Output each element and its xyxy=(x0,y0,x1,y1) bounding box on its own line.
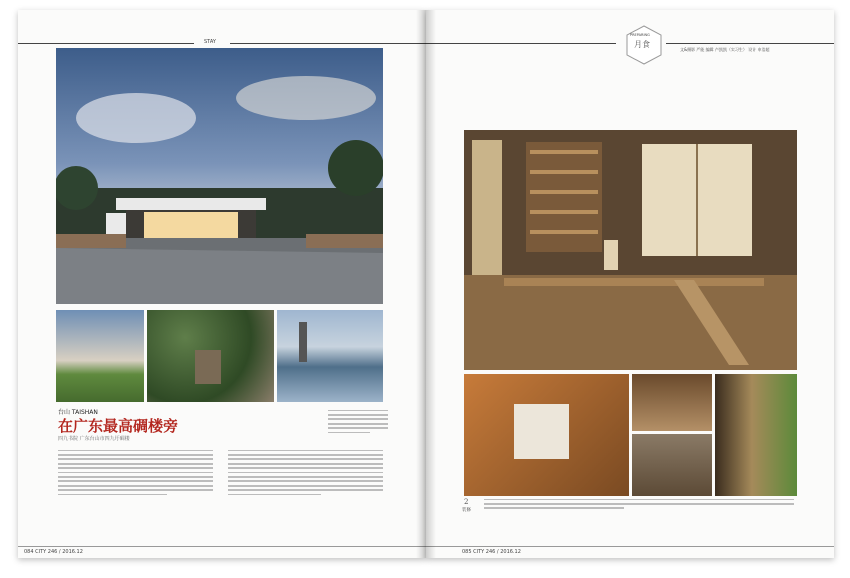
header-rule-right xyxy=(230,43,426,44)
body-column-2 xyxy=(228,447,383,498)
header-rule-right-end xyxy=(666,43,834,44)
wood-frame-photo xyxy=(632,374,712,431)
caption-text xyxy=(484,496,794,512)
section-en: PREPARING xyxy=(630,33,650,37)
hero-house-illustration xyxy=(56,48,383,304)
spine-shadow xyxy=(416,10,436,558)
garden-doorway-photo xyxy=(715,374,797,496)
header-tag: STAY xyxy=(204,39,216,45)
header-rule-left xyxy=(18,43,194,44)
left-footer: 084 CITY 246 / 2016.12 xyxy=(24,549,83,555)
footer-rule-right xyxy=(426,546,834,547)
right-page xyxy=(426,10,834,558)
body-column-1 xyxy=(58,447,213,498)
interior-illustration xyxy=(464,130,797,370)
sidebar-column xyxy=(328,407,388,436)
article-title: 在广东最高碉楼旁 xyxy=(58,417,179,435)
article-subtitle: 四九书院 广东台山市四九圩碉楼 xyxy=(58,436,130,442)
facade-photo xyxy=(632,434,712,496)
interior-renovation-photo xyxy=(464,130,797,370)
section-cn: 月食 xyxy=(634,40,650,49)
caption-number: 2 xyxy=(464,498,469,506)
left-page xyxy=(18,10,426,558)
watchtower-photo xyxy=(277,310,383,402)
courtyard-photo xyxy=(56,310,144,402)
hero-house-photo xyxy=(56,48,383,304)
right-footer: 085 CITY 246 / 2016.12 xyxy=(462,549,521,555)
banyan-tree-photo xyxy=(147,310,274,402)
footer-rule-left xyxy=(18,546,426,547)
credits: 文&摄影 严能 编辑 卢凯凯（实习生） 设计 申浩超 xyxy=(680,47,770,52)
header-rule-right-page xyxy=(426,43,616,44)
location-label: 台山 TAISHAN xyxy=(58,409,98,416)
model-making-photo xyxy=(464,374,629,496)
caption-label: 装修 xyxy=(462,508,471,513)
magazine-spread xyxy=(18,10,834,558)
